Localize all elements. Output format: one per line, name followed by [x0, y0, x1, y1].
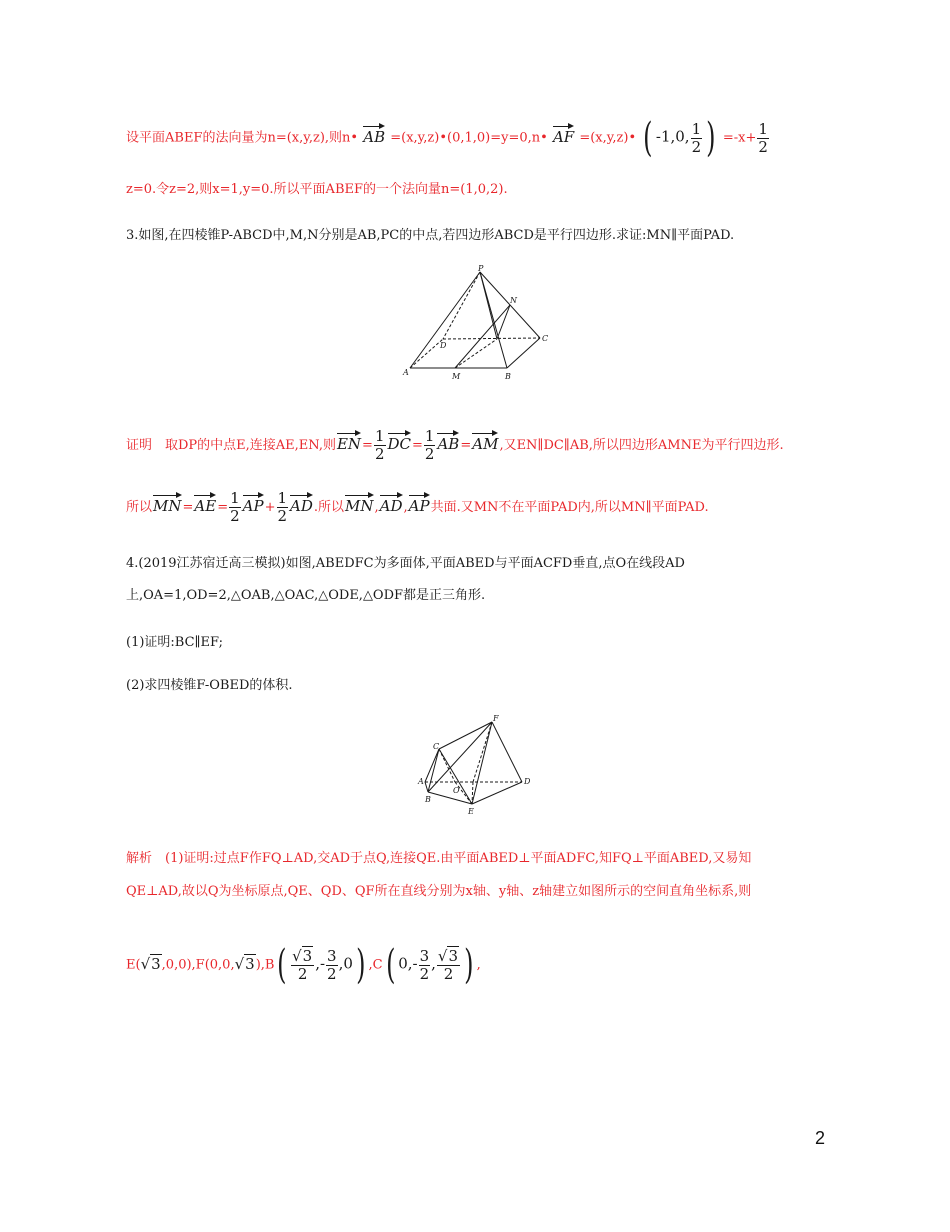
vector-AM: AM	[472, 429, 498, 453]
text: ,又EN∥DC∥AB,所以四边形AMNE为平行四边形.	[499, 438, 784, 453]
text: =(x,y,z)•(0,1,0)=y=0,n•	[390, 130, 548, 146]
fraction	[437, 948, 460, 983]
vector-AB: AB	[363, 122, 385, 146]
vector-AF: AF	[553, 122, 574, 146]
numerator: 1	[758, 119, 768, 138]
text: =(x,y,z)•	[579, 130, 637, 146]
text: ,-	[315, 954, 326, 973]
vector-AB: AB	[437, 429, 459, 453]
vector-AD: AD	[290, 491, 313, 515]
denominator: 2	[758, 137, 768, 156]
sqrt-3: √3	[234, 954, 255, 973]
numerator: 1	[424, 427, 435, 445]
label-D: D	[524, 777, 531, 786]
right-paren: )	[706, 115, 716, 161]
text: 所以	[126, 500, 153, 515]
text: +	[264, 500, 276, 515]
polyhedron-figure	[415, 712, 540, 817]
label-C: C	[542, 334, 549, 343]
numerator: 1	[691, 119, 702, 138]
fraction	[374, 428, 386, 463]
label-N: N	[510, 296, 517, 305]
text: =	[182, 500, 194, 515]
left-paren: (	[643, 115, 653, 161]
normal-vector-line	[126, 115, 770, 161]
denominator: 2	[691, 137, 702, 156]
text: ,	[374, 500, 379, 515]
fraction	[757, 121, 769, 156]
numerator: 1	[374, 427, 385, 445]
left-paren: (	[277, 942, 287, 988]
label-A: A	[418, 777, 424, 786]
text: ,	[403, 500, 408, 515]
label-F: F	[493, 714, 499, 723]
problem-4: 4.(2019江苏宿迁高三模拟)如图,ABEDFC为多面体,平面ABED与平面ACFD垂直,点O在线段AD	[126, 556, 685, 571]
vector-MN: MN	[153, 491, 181, 515]
text: ,0	[338, 954, 353, 973]
denominator: 2	[419, 964, 430, 983]
fraction	[424, 428, 436, 463]
vector-EN: EN	[337, 429, 361, 453]
fraction	[691, 121, 703, 156]
numerator	[437, 948, 460, 966]
vector-AP: AP	[243, 491, 264, 515]
radicand: 3	[448, 946, 459, 965]
vector-AP: AP	[409, 491, 430, 515]
label-B: B	[425, 795, 431, 804]
coordinates-line	[126, 942, 481, 988]
denominator: 2	[374, 445, 385, 463]
label-M: M	[452, 372, 461, 381]
vector-DC: DC	[388, 429, 412, 453]
solution-line-2: QE⊥AD,故以Q为坐标原点,QE、QD、QF所在直线分别为x轴、y轴、z轴建立如图所示的空间直角坐标系,则	[126, 884, 752, 899]
radicand: 3	[302, 946, 313, 965]
problem-3: 3.如图,在四棱锥P-ABCD中,M,N分别是AB,PC的中点,若四边形ABCD是平行四边形.求证:MN∥平面PAD.	[126, 228, 735, 243]
proof-line-1	[126, 428, 784, 463]
page-number: 2	[815, 1128, 826, 1148]
denominator: 2	[327, 964, 337, 983]
text: ),B	[255, 957, 275, 973]
numerator: 1	[277, 489, 288, 507]
numerator	[291, 948, 314, 966]
fraction	[291, 948, 314, 983]
denominator: 2	[297, 964, 308, 983]
text: =-x+	[722, 130, 757, 146]
text: E(	[126, 957, 141, 973]
label-A: A	[403, 368, 409, 377]
label-E: E	[468, 807, 474, 816]
label-C: C	[433, 742, 440, 751]
fraction	[419, 948, 431, 983]
sqrt-3: √3	[292, 946, 313, 965]
pyramid-figure	[400, 262, 555, 382]
text: ,	[431, 954, 436, 973]
text: 设平面ABEF的法向量为n=(x,y,z),则n•	[126, 130, 359, 146]
text: 0,-	[398, 954, 418, 973]
text: ,	[476, 957, 481, 973]
vector-MN: MN	[345, 491, 373, 515]
text: ,0,0),F(0,0,	[161, 957, 235, 973]
fraction	[326, 948, 338, 983]
text: .所以	[313, 500, 345, 515]
problem-4-part-1: (1)证明:BC∥EF;	[126, 635, 223, 650]
text: =	[460, 438, 472, 453]
text: =	[362, 438, 373, 453]
sqrt-3: √3	[140, 954, 161, 973]
numerator: 3	[327, 946, 337, 965]
left-paren: (	[385, 942, 396, 988]
sqrt-3: √3	[437, 946, 459, 965]
denominator: 2	[443, 964, 454, 983]
text: -1,0,	[655, 127, 690, 146]
problem-4-part-2: (2)求四棱锥F-OBED的体积.	[126, 678, 293, 693]
radicand: 3	[151, 954, 161, 973]
problem-4-cont: 上,OA=1,OD=2,△OAB,△OAC,△ODE,△ODF都是正三角形.	[126, 588, 486, 603]
fraction	[277, 490, 289, 525]
text: =	[412, 438, 423, 453]
label-O: O	[453, 786, 460, 795]
text: 共面.又MN不在平面PAD内,所以MN∥平面PAD.	[430, 500, 709, 515]
text: 证明 取DP的中点E,连接AE,EN,则	[126, 438, 336, 453]
solution-line-1: 解析 (1)证明:过点F作FQ⊥AD,交AD于点Q,连接QE.由平面ABED⊥平面ADFC,知FQ⊥平面ABED,又易知	[126, 851, 752, 866]
radicand: 3	[245, 954, 255, 973]
denominator: 2	[424, 445, 435, 463]
right-paren: )	[356, 942, 366, 988]
vector-AE: AE	[194, 491, 216, 515]
label-B: B	[505, 372, 511, 381]
numerator: 1	[230, 489, 240, 507]
text: =	[217, 500, 229, 515]
right-paren: )	[464, 942, 474, 988]
proof-line-2	[126, 490, 709, 525]
denominator: 2	[230, 507, 240, 525]
vector-AD: AD	[380, 491, 403, 515]
fraction	[229, 490, 241, 525]
text: ,C	[368, 957, 383, 973]
normal-vector-result: z=0.令z=2,则x=1,y=0.所以平面ABEF的一个法向量n=(1,0,2).	[126, 182, 508, 197]
label-D: D	[440, 341, 447, 350]
numerator: 3	[419, 946, 430, 965]
label-P: P	[478, 264, 484, 273]
denominator: 2	[277, 507, 288, 525]
